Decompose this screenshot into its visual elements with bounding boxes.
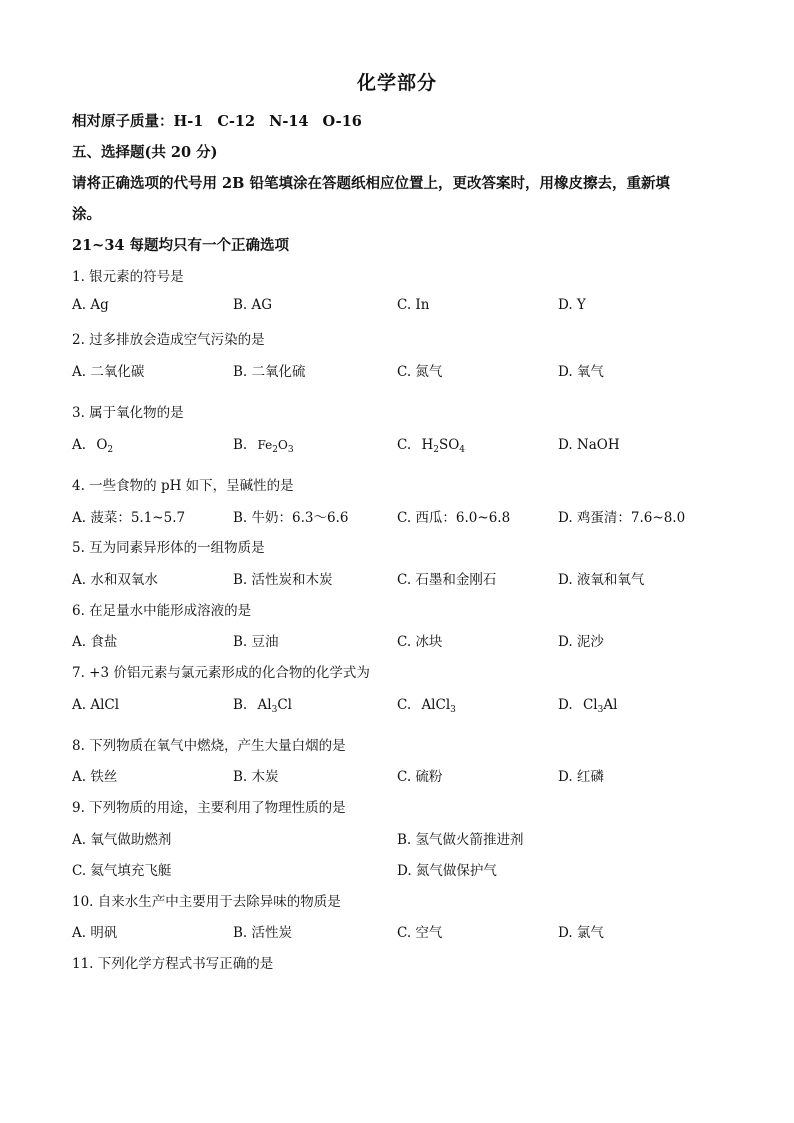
option-a: A. 明矾 [72,925,118,941]
formula-h2so4: $H_2SO_4$ [421,437,466,455]
formula-al3cl: $Al_3Cl$ [257,697,292,715]
option-letter: C. [397,697,412,713]
option-letter: D. [558,697,573,713]
option-b: B. 二氧化硫 [233,364,306,380]
formula-fe2o3: $Fe_2O_3$ [257,438,294,455]
option-d: D. 红磷 [558,769,604,785]
option-c: C. In [397,297,430,313]
question-stem: 5. 互为同素异形体的一组物质是 [72,540,265,556]
option-c: C. 硫粉 [397,769,443,785]
option-a: A. 菠菜：5.1~5.7 [72,510,186,526]
option-b [233,437,294,453]
option-d: D. 鸡蛋清：7.6~8.0 [558,510,686,526]
question-stem: 3. 属于氧化物的是 [72,405,184,421]
option-d: D. 氮气做保护气 [397,863,497,879]
option-a [72,437,113,453]
atomic-masses-label: 相对原子质量： [72,113,174,130]
option-c: C. 氮气 [397,364,443,380]
atomic-mass-item: O-16 [322,113,362,130]
atomic-mass-item: H-1 [173,113,204,130]
option-letter: A. [72,437,87,453]
option-d: D. Y [558,297,586,313]
page-title: 化学部分 [356,72,437,94]
question-stem: 7. +3 价铝元素与氯元素形成的化合物的化学式为 [72,665,370,681]
atomic-mass-item: C-12 [217,113,256,130]
question-stem: 2. 过多排放会造成空气污染的是 [72,332,265,348]
atomic-masses [72,110,376,131]
section-heading: 五、选择题(共 20 分) [72,144,218,161]
formula-o2: $O_2$ [96,437,114,455]
option-b: B. 牛奶：6.3～6.6 [233,510,349,526]
question-stem: 1. 银元素的符号是 [72,269,184,285]
option-a: A. 氧气做助燃剂 [72,832,172,848]
option-d: D. 液氧和氧气 [558,572,645,588]
question-stem: 4. 一些食物的 pH 如下，呈碱性的是 [72,478,294,494]
option-d [558,697,617,713]
option-b: B. 木炭 [233,769,279,785]
option-a: A. AlCl [72,697,120,713]
option-a: A. 水和双氧水 [72,572,158,588]
option-c: C. 冰块 [397,634,443,650]
option-a: A. 二氧化碳 [72,364,145,380]
question-stem: 10. 自来水生产中主要用于去除异味的物质是 [72,894,341,910]
option-b: B. 活性炭 [233,925,293,941]
option-b: B. 氢气做火箭推进剂 [397,832,524,848]
question-stem: 9. 下列物质的用途，主要利用了物理性质的是 [72,800,346,816]
option-d: D. NaOH [558,437,620,453]
option-a: A. 铁丝 [72,769,118,785]
option-a: A. Ag [72,297,109,313]
option-c: C. 氦气填充飞艇 [72,863,172,879]
formula-cl3al: $Cl_3Al$ [582,697,618,715]
atomic-mass-item: N-14 [269,113,309,130]
option-a: A. 食盐 [72,634,118,650]
option-b: B. 活性炭和木炭 [233,572,333,588]
question-stem: 8. 下列物质在氧气中燃烧，产生大量白烟的是 [72,738,346,754]
option-d: D. 氯气 [558,925,604,941]
option-c [397,437,465,453]
option-c: C. 石墨和金刚石 [397,572,497,588]
option-b [233,697,292,713]
option-letter: C. [397,437,412,453]
instruction-line-1: 请将正确选项的代号用 2B 铅笔填涂在答题纸相应位置上，更改答案时，用橡皮擦去，重新填 [72,175,670,192]
section-subheading: 21~34 每题均只有一个正确选项 [72,237,290,254]
option-letter: B. [233,697,248,713]
question-stem: 11. 下列化学方程式书写正确的是 [72,956,274,972]
option-d: D. 泥沙 [558,634,604,650]
option-c [397,697,456,713]
option-c: C. 西瓜：6.0~6.8 [397,510,511,526]
instruction-line-2: 涂。 [72,206,101,223]
formula-alcl3: AlCl$_3$ [421,697,456,715]
option-c: C. 空气 [397,925,443,941]
option-letter: B. [233,437,248,453]
option-b: B. AG [233,297,273,313]
question-stem: 6. 在足量水中能形成溶液的是 [72,603,252,619]
option-d: D. 氧气 [558,364,604,380]
option-b: B. 豆油 [233,634,279,650]
